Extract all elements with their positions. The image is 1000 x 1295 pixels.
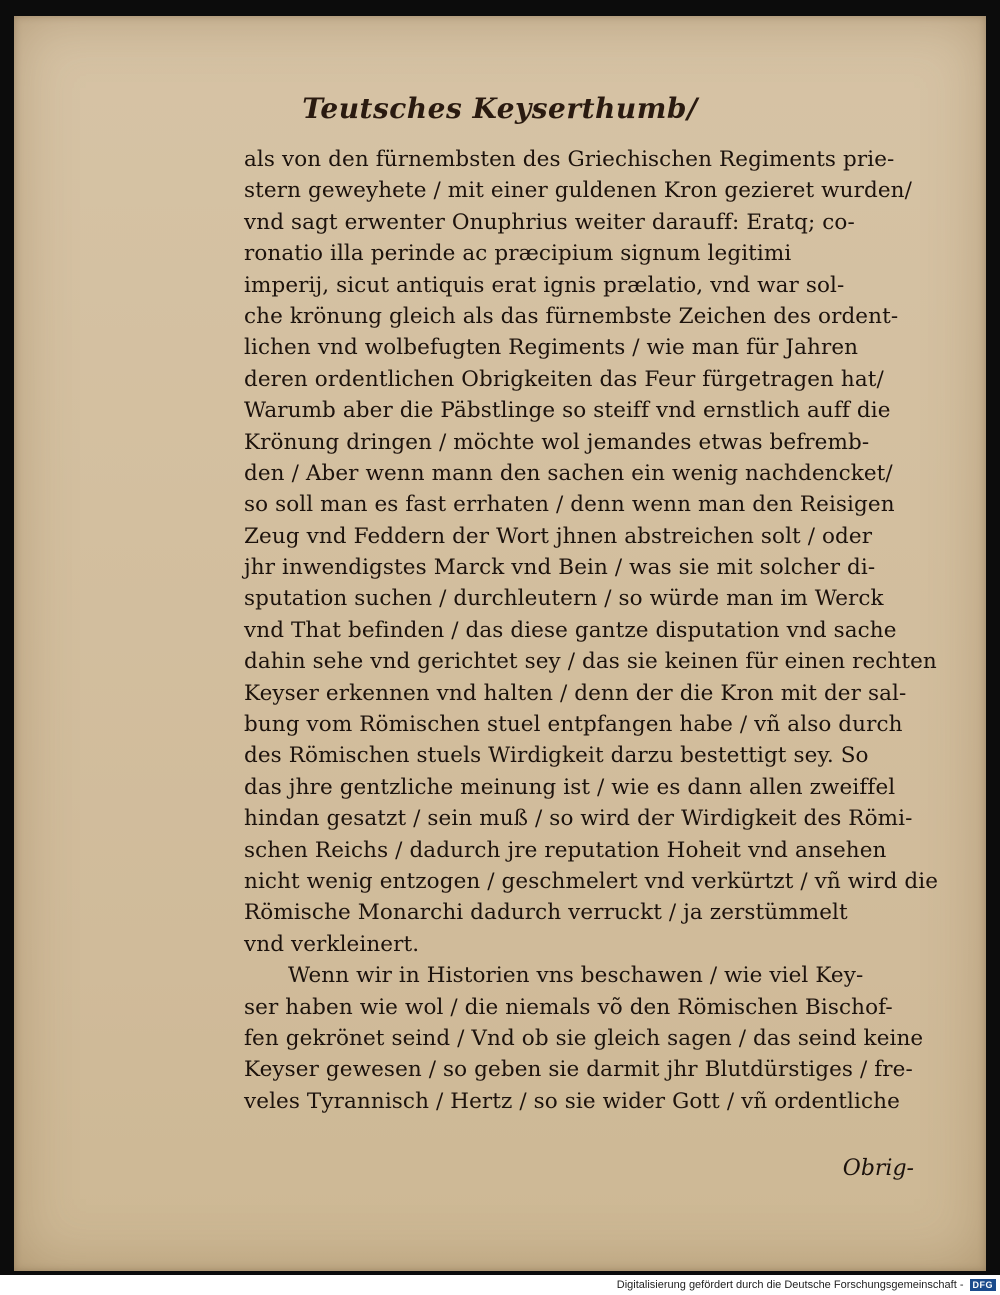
funding-credit: [617, 1279, 964, 1291]
funding-credit-text: Digitalisierung gefördert durch die Deutsche Forschungsgemeinschaft: [616, 1279, 957, 1291]
catchword: Obrig-: [842, 1156, 914, 1181]
text-line: sputation suchen / durchleutern / so würde man im Werck: [244, 586, 884, 612]
text-line: fen gekrönet seind / Vnd ob sie gleich sagen / das seind keine: [244, 1025, 924, 1051]
text-line: so soll man es fast errhaten / denn wenn man den Reisigen: [244, 492, 895, 518]
text-line: als von den fürnembsten des Griechischen Regiments prie-: [244, 147, 895, 172]
footer-bar: [0, 1275, 1000, 1295]
dfg-logo[interactable]: DFG: [970, 1279, 997, 1291]
text-line: Römische Monarchi dadurch verruckt / ja zerstümmelt: [244, 900, 848, 926]
text-line: imperij, sicut antiquis erat ignis prælatio, vnd war sol-: [244, 272, 845, 298]
text-line: Warumb aber die Päbstlinge so steiff vnd ernstlich auff die: [244, 398, 891, 424]
text-line: bung vom Römischen stuel entpfangen habe / vñ also durch: [244, 712, 903, 738]
text-line: Keyser gewesen / so geben sie darmit jhr Blutdürstiges / fre-: [244, 1057, 913, 1083]
book-page: [14, 16, 986, 1271]
text-line: dahin sehe vnd gerichtet sey / das sie keinen für einen rechten: [244, 649, 937, 675]
text-line: che krönung gleich als das fürnembste Zeichen des ordent-: [244, 303, 899, 329]
text-line: schen Reichs / dadurch jre reputation Hoheit vnd ansehen: [244, 837, 887, 863]
text-line: vnd sagt erwenter Onuphrius weiter darauff: Eratq; co-: [244, 209, 855, 235]
text-line: ronatio illa perinde ac præcipium signum legitimi: [244, 241, 792, 267]
text-line: das jhre gentzliche meinung ist / wie es dann allen zweiffel: [244, 774, 896, 800]
text-line: veles Tyrannisch / Hertz / so sie wider Gott / vñ ordentliche: [244, 1088, 900, 1114]
text-line: hindan gesatzt / sein muß / so wird der Wirdigkeit des Römi-: [244, 806, 913, 832]
text-line: den / Aber wenn mann den sachen ein wenig nachdencket/: [244, 460, 893, 486]
text-line: nicht wenig entzogen / geschmelert vnd verkürtzt / vñ wird die: [244, 868, 939, 894]
text-line: Keyser erkennen vnd halten / denn der die Kron mit der sal-: [244, 680, 907, 706]
text-line: deren ordentlichen Obrigkeiten das Feur fürgetragen hat/: [244, 366, 884, 392]
credit-separator: -: [956, 1279, 964, 1291]
text-line: vnd That befinden / das diese gantze disputation vnd sache: [244, 617, 897, 643]
text-line: vnd verkleinert.: [244, 931, 420, 957]
text-line: stern geweyhete / mit einer guldenen Kron gezieret wurden/: [244, 178, 912, 204]
paragraph-start-line: Wenn wir in Historien vns beschawen / wie viel Key-: [288, 963, 864, 989]
text-line: jhr inwendigstes Marck vnd Bein / was sie mit solcher di-: [244, 555, 876, 581]
text-line: ser haben wie wol / die niemals võ den Römischen Bischof-: [244, 994, 893, 1020]
running-head: Teutsches Keyserthumb/: [302, 92, 698, 125]
text-line: lichen vnd wolbefugten Regiments / wie man für Jahren: [244, 335, 859, 361]
text-line: Krönung dringen / möchte wol jemandes etwas befremb-: [244, 429, 870, 455]
text-line: Zeug vnd Feddern der Wort jhnen abstreichen solt / oder: [244, 523, 873, 549]
body-text: [244, 144, 964, 1117]
text-line: des Römischen stuels Wirdigkeit darzu bestettigt sey. So: [244, 743, 869, 769]
